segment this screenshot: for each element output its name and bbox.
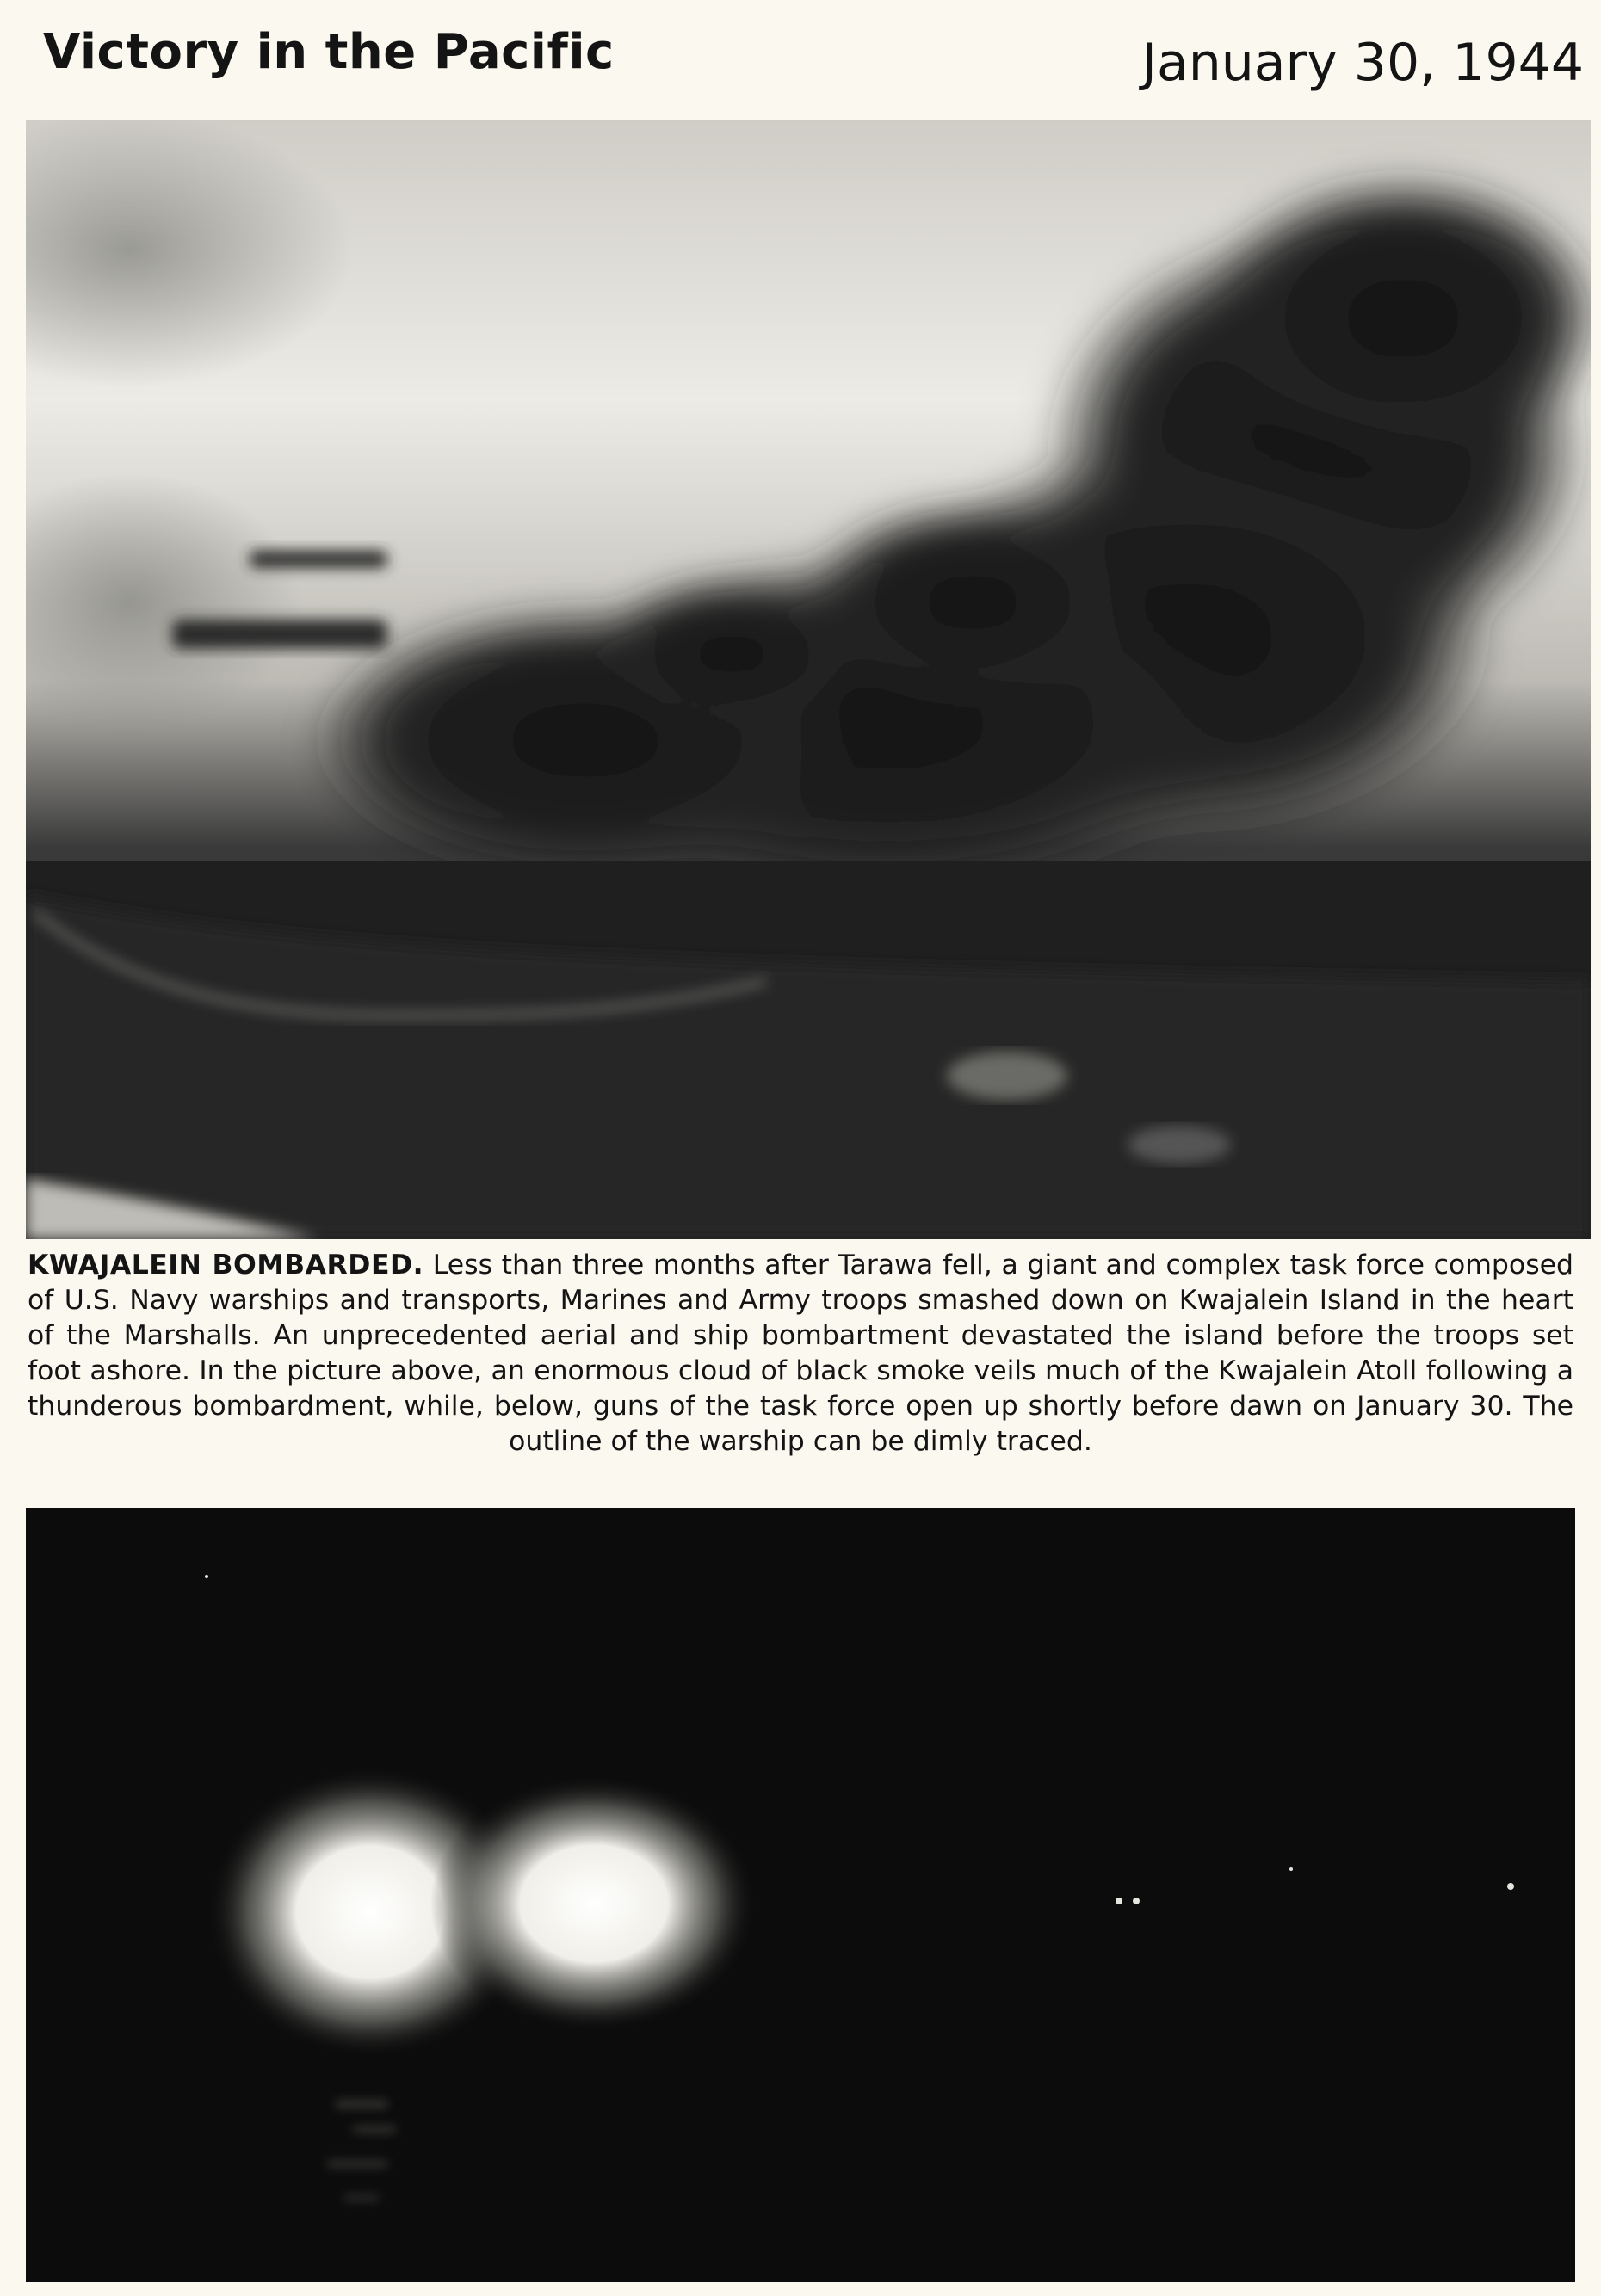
- smoke-cloud-photo-image: [26, 120, 1591, 1239]
- caption-heading: KWAJALEIN BOMBARDED.: [28, 1250, 424, 1281]
- section-title: Victory in the Pacific: [43, 24, 615, 80]
- issue-date: January 30, 1944: [1141, 33, 1584, 93]
- photo-caption: [28, 1248, 1573, 1460]
- smoke-cloud-photo: [26, 120, 1591, 1239]
- caption-body: Less than three months after Tarawa fell, a giant and complex task force composed of U.S. Navy warships and transports, Marines and Army troops smashed down on Kwajalein Island in the heart of the Marshalls. An unprecedented aerial and ship bombartment devastated the island before the troops set foot ashore. In the picture above, an enormous cloud of black smoke veils much of the Kwajalein Atoll following a thunderous bombardment, while, below, guns of the task force open up shortly before dawn on January 30. The outline of the warship can be dimly traced.: [28, 1250, 1573, 1457]
- gun-flash-photo-image: [26, 1508, 1575, 2282]
- gun-flash-photo: [26, 1508, 1575, 2282]
